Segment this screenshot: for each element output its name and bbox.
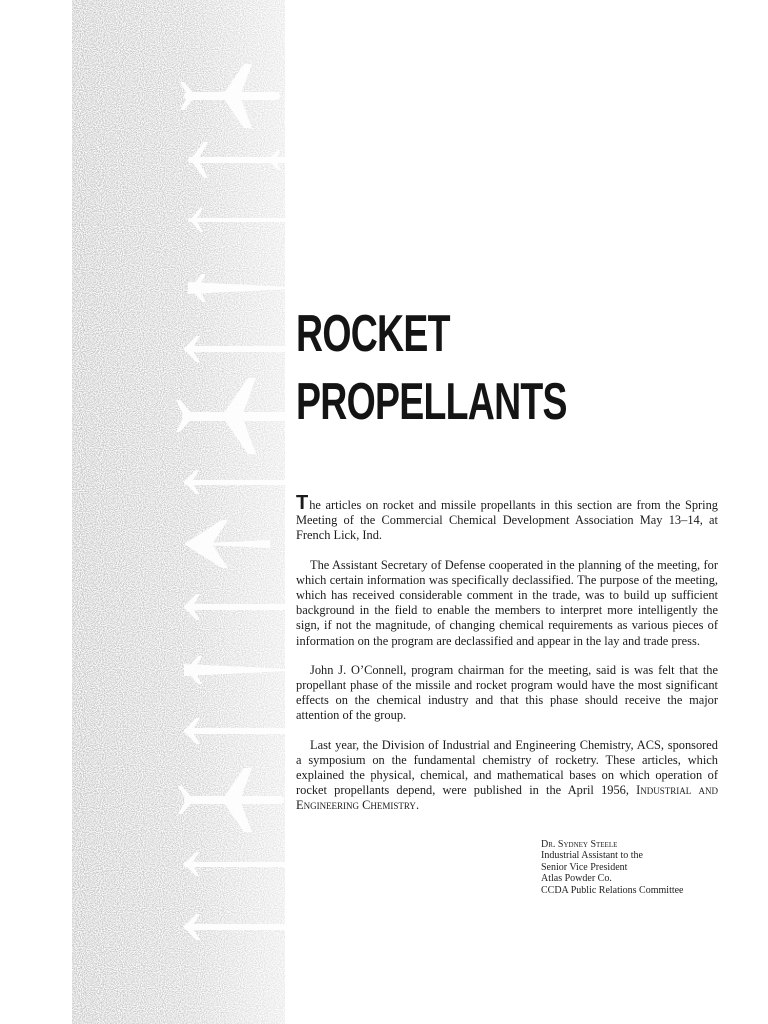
paragraph-2: The Assistant Secretary of Defense cooperated in the planning of the meeting, for which certain information was specifically declassified. The purpose of the meeting, which has received considerable comment in the trade, was to build up sufficient background in the field to enable the members to interpret more intelligently the sign, if not the magnitude, of changing chemical requirements as various pieces of information on the program are declassified and appear in the lay and trade press.: [296, 557, 718, 648]
paragraph-1: [296, 492, 718, 544]
stipple-background: [72, 0, 285, 1024]
signature-line-4: CCDA Public Relations Committee: [541, 884, 684, 896]
title-line-1: ROCKET: [296, 305, 450, 363]
journal-name: Industrial and Engineering Chemistry: [296, 783, 718, 813]
drop-cap: T: [296, 492, 309, 514]
paragraph-4: [296, 738, 718, 814]
title-line-2: PROPELLANTS: [296, 373, 567, 431]
signature-line-2: Senior Vice President: [541, 861, 628, 873]
signature-name: Dr. Sydney Steele: [541, 839, 618, 850]
paragraph-4-text: Last year, the Division of Industrial and Engineering Chemistry, ACS, sponsored a symposium on the fundamental chemistry of rocketry. These articles, which explained the physical, chemical, and mathematical bases on which operation of rocket propellants depend, were published in the April 1956,: [296, 737, 718, 798]
signature-block: [541, 839, 684, 896]
signature-line-3: Atlas Powder Co.: [541, 873, 612, 885]
page-title: [296, 300, 567, 436]
paragraph-3: John J. O’Connell, program chairman for the meeting, said is was felt that the propellant phase of the missile and rocket program would have the most significant effects on the chemical industry and that this phase should receive the major attention of the group.: [296, 662, 718, 723]
paragraph-1-text: he articles on rocket and missile propellants in this section are from the Spring Meeting of the Commercial Chemical Development Association May 13–14, at French Lick, Ind.: [296, 498, 718, 543]
article-body: [296, 492, 718, 828]
paragraph-4-end: .: [415, 798, 420, 813]
signature-line-1: Industrial Assistant to the: [541, 850, 643, 862]
rocket-silhouette-strip: [72, 0, 285, 1024]
